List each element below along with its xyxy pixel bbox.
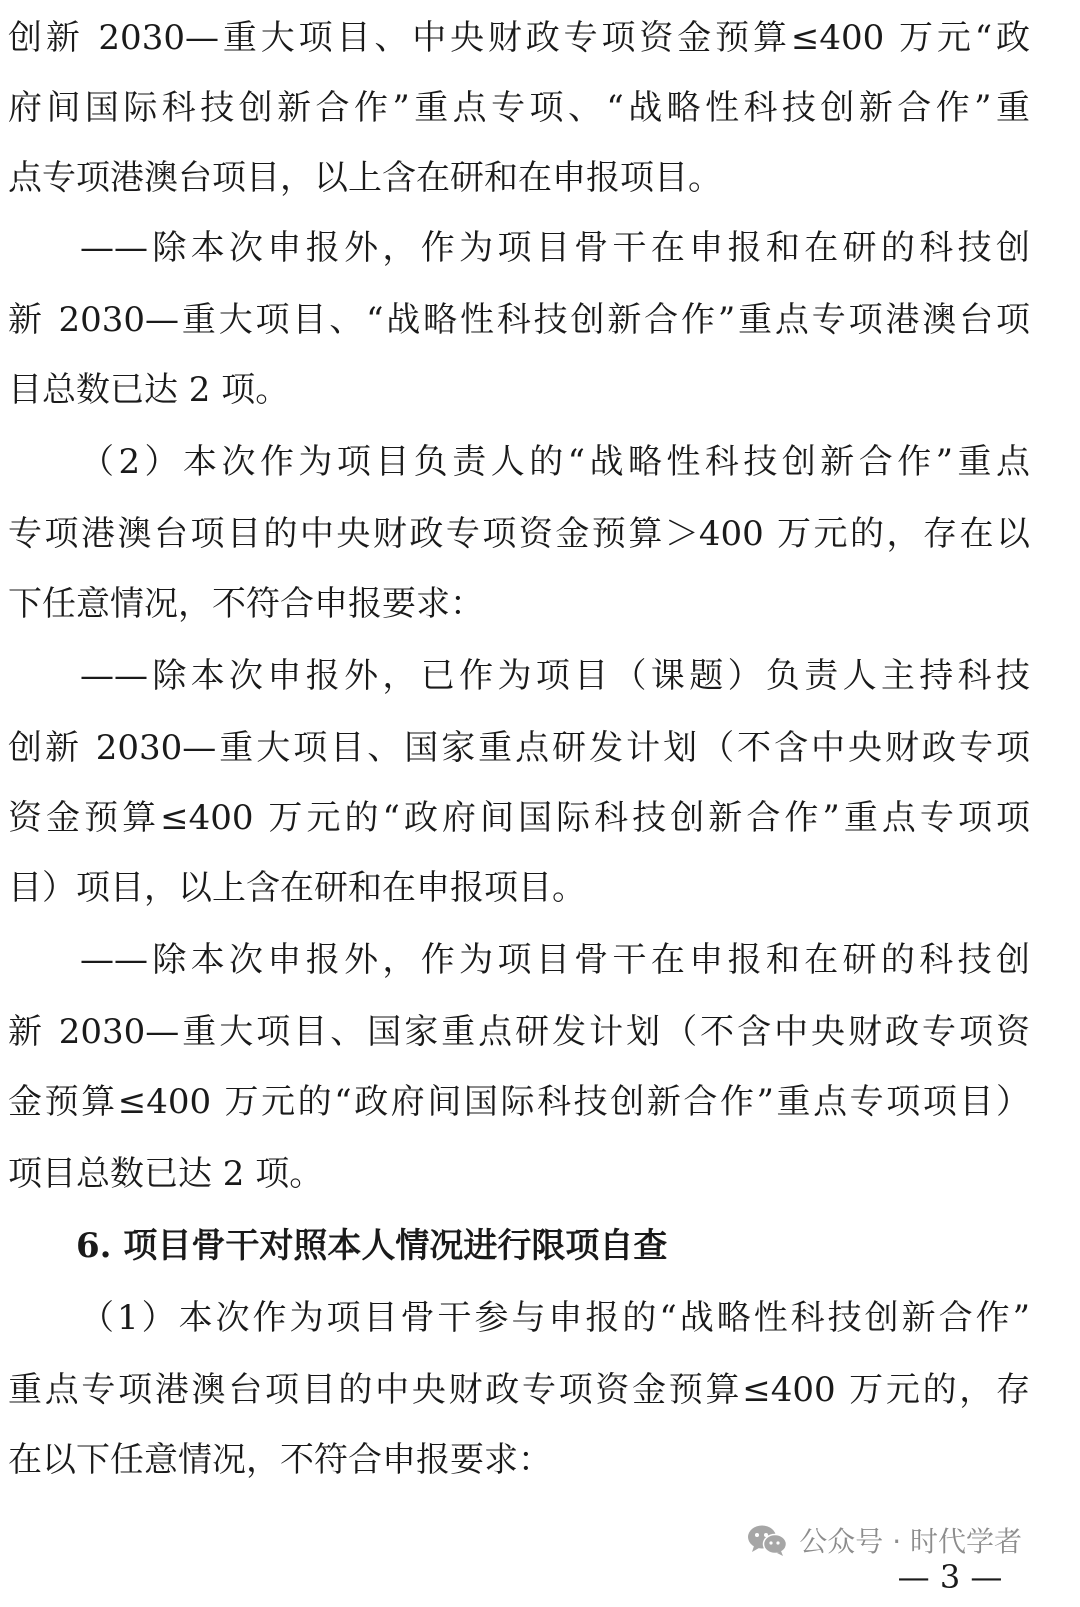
text-line-12: 资金预算≤400 万元的“政府间国际科技创新合作”重点专项项 xyxy=(8,798,1030,838)
wechat-icon xyxy=(745,1522,789,1558)
text-line-21: 在以下任意情况，不符合申报要求： xyxy=(8,1440,552,1480)
text-line-9: 下任意情况，不符合申报要求： xyxy=(8,584,484,624)
text-line-14: ——除本次申报外，作为项目骨干在申报和在研的科技创 xyxy=(80,940,1030,980)
text-line-3: 点专项港澳台项目，以上含在研和在申报项目。 xyxy=(8,158,722,198)
text-line-2: 府间国际科技创新合作”重点专项、“战略性科技创新合作”重 xyxy=(8,88,1030,128)
text-line-6: 目总数已达 2 项。 xyxy=(8,370,290,410)
text-line-8: 专项港澳台项目的中央财政专项资金预算＞400 万元的，存在以 xyxy=(8,514,1030,554)
text-line-7: （2）本次作为项目负责人的“战略性科技创新合作”重点 xyxy=(80,442,1030,482)
text-line-19: （1）本次作为项目骨干参与申报的“战略性科技创新合作” xyxy=(80,1298,1030,1338)
text-line-10: ——除本次申报外，已作为项目（课题）负责人主持科技 xyxy=(80,656,1030,696)
text-line-17: 项目总数已达 2 项。 xyxy=(8,1154,324,1194)
page-number: — 3 — xyxy=(897,1558,1003,1596)
text-line-15: 新 2030—重大项目、国家重点研发计划（不含中央财政专项资 xyxy=(8,1012,1030,1052)
text-line-11: 创新 2030—重大项目、国家重点研发计划（不含中央财政专项 xyxy=(8,728,1030,768)
watermark-text: 公众号 · 时代学者 xyxy=(799,1525,1022,1558)
text-line-20: 重点专项港澳台项目的中央财政专项资金预算≤400 万元的，存 xyxy=(8,1370,1030,1410)
text-line-16: 金预算≤400 万元的“政府间国际科技创新合作”重点专项项目） xyxy=(8,1082,1030,1122)
text-line-13: 目）项目，以上含在研和在申报项目。 xyxy=(8,868,586,908)
section-heading: 6. 项目骨干对照本人情况进行限项自查 xyxy=(76,1226,668,1266)
text-line-5: 新 2030—重大项目、“战略性科技创新合作”重点专项港澳台项 xyxy=(8,300,1030,340)
text-line-1: 创新 2030—重大项目、中央财政专项资金预算≤400 万元“政 xyxy=(8,18,1030,58)
text-line-4: ——除本次申报外，作为项目骨干在申报和在研的科技创 xyxy=(80,228,1030,268)
